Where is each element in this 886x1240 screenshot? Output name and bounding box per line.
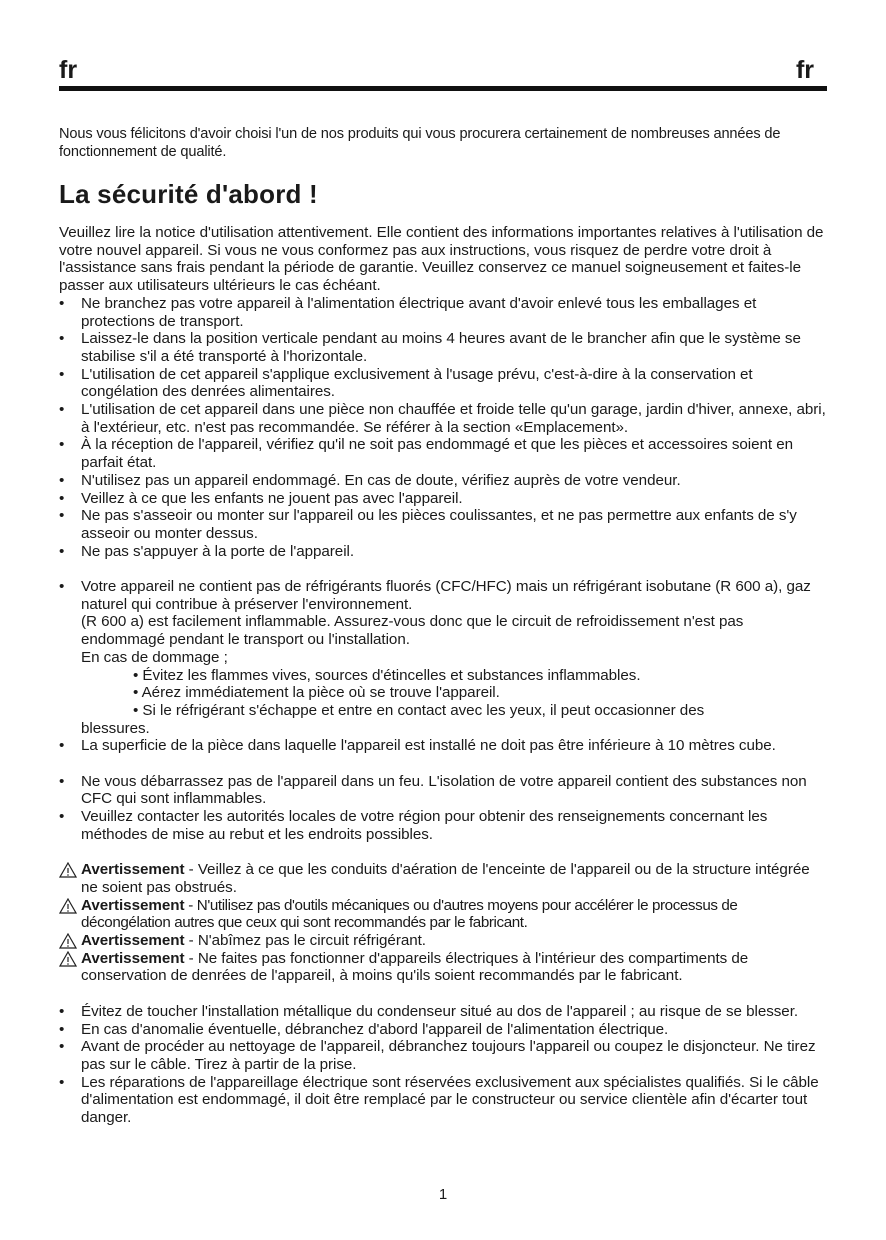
page-title: La sécurité d'abord ! bbox=[59, 179, 318, 209]
list-item: • Veillez à ce que les enfants ne jouent pas avec l'appareil. bbox=[59, 490, 827, 508]
list-item: • Ne pas s'appuyer à la porte de l'appareil. bbox=[59, 543, 827, 561]
list-item: • Laissez-le dans la position verticale pendant au moins 4 heures avant de le brancher afin que le système se stabilise s'il a été transporté à l'horizontale. bbox=[59, 330, 827, 365]
list-item: • Veuillez contacter les autorités locales de votre région pour obtenir des renseignements concernant les méthodes de mise au rebut et les endroits possibles. bbox=[59, 808, 827, 843]
room-size-item: • La superficie de la pièce dans laquelle l'appareil est installé ne doit pas être inférieure à 10 mètres cube. bbox=[59, 737, 827, 755]
spacer bbox=[59, 844, 827, 862]
list-item: • L'utilisation de cet appareil s'applique exclusivement à l'usage prévu, c'est-à-dire à la conservation et congélation des denrées alimentaires. bbox=[59, 366, 827, 401]
list-item: • Les réparations de l'appareillage électrique sont réservées exclusivement aux spécialistes qualifiés. Si le câble d'alimentation est endommagé, il doit être remplacé par le constructeur ou service clientèle afin d'écarter tout danger. bbox=[59, 1074, 827, 1127]
refrigerant-line-2: (R 600 a) est facilement inflammable. Assurez-vous donc que le circuit de refroidissement n'est pas endommagé pendant le transport ou l'installation. bbox=[81, 613, 744, 649]
list-item: • Évitez de toucher l'installation métallique du condenseur situé au dos de l'appareil ; au risque de se blesser. bbox=[59, 1003, 827, 1021]
warning-item bbox=[59, 897, 827, 932]
refrigerant-sub-3: • Si le réfrigérant s'échappe et entre en contact avec les yeux, il peut occasionner des bbox=[133, 701, 705, 719]
warning-label: Avertissement bbox=[81, 949, 185, 967]
warning-item bbox=[59, 950, 827, 985]
spacer bbox=[59, 560, 827, 578]
intro-paragraph: Veuillez lire la notice d'utilisation attentivement. Elle contient des informations importantes relatives à l'utilisation de votre nouvel appareil. Si vous ne vous conformez pas aux instructions, vous risquez de perdre votre droit à l'assistance sans frais pendant la période de garantie. Veuillez conservez ce manuel soigneusement et faites-le passer aux utilisateurs ultérieurs le cas échéant. bbox=[59, 224, 824, 295]
safety-list-1 bbox=[59, 295, 827, 561]
warning-text: - Veillez à ce que les conduits d'aération de l'enceinte de l'appareil ou de la structure intégrée ne soient pas obstrués. bbox=[81, 861, 810, 896]
refrigerant-item bbox=[59, 578, 827, 737]
refrigerant-list bbox=[59, 578, 827, 755]
list-item: • Ne pas s'asseoir ou monter sur l'appareil ou les pièces coulissantes, et ne pas permettre aux enfants de s'y asseoir ou monter dessus. bbox=[59, 507, 827, 542]
spacer bbox=[59, 755, 827, 773]
refrigerant-line-3: En cas de dommage ; bbox=[81, 648, 228, 666]
list-item: • Ne vous débarrassez pas de l'appareil dans un feu. L'isolation de votre appareil contient des substances non CFC qui sont inflammables. bbox=[59, 773, 827, 808]
list-item: • Ne branchez pas votre appareil à l'alimentation électrique avant d'avoir enlevé tous les emballages et protections de transport. bbox=[59, 295, 827, 330]
list-item: • N'utilisez pas un appareil endommagé. En cas de doute, vérifiez auprès de votre vendeur. bbox=[59, 472, 827, 490]
list-item: • À la réception de l'appareil, vérifiez qu'il ne soit pas endommagé et que les pièces et accessoires soient en parfait état. bbox=[59, 436, 827, 471]
warning-label: Avertissement bbox=[81, 861, 185, 879]
safety-content bbox=[59, 224, 827, 1127]
language-label-right: fr bbox=[795, 56, 814, 84]
refrigerant-sub-1: • Évitez les flammes vives, sources d'étincelles et substances inflammables. bbox=[133, 666, 641, 684]
refrigerant-sub-2: • Aérez immédiatement la pièce où se trouve l'appareil. bbox=[133, 684, 500, 702]
safety-list-2 bbox=[59, 773, 827, 844]
warning-label: Avertissement bbox=[81, 932, 185, 950]
warning-triangle-icon bbox=[59, 951, 77, 967]
list-item: • En cas d'anomalie éventuelle, débranchez d'abord l'appareil de l'alimentation électrique. bbox=[59, 1021, 827, 1039]
warnings bbox=[59, 861, 827, 985]
page-number: 1 bbox=[438, 1186, 448, 1203]
warning-triangle-icon bbox=[59, 862, 77, 878]
list-item: • Avant de procéder au nettoyage de l'appareil, débranchez toujours l'appareil ou coupez le disjoncteur. Ne tirez pas sur le câble. Tirez à partir de la prise. bbox=[59, 1038, 827, 1073]
warning-text: - N'utilisez pas d'outils mécaniques ou d'autres moyens pour accélérer le processus de décongélation autres que ceux qui sont recommandés par le fabricant. bbox=[81, 896, 738, 932]
language-label-left: fr bbox=[59, 56, 78, 84]
warning-triangle-icon bbox=[59, 898, 77, 914]
refrigerant-sub-3-cont: blessures. bbox=[81, 719, 150, 737]
warning-label: Avertissement bbox=[81, 896, 185, 914]
warning-text: - Ne faites pas fonctionner d'appareils électriques à l'intérieur des compartiments de conservation de denrées de l'appareil, à moins qu'ils soient recommandés par le fabricant. bbox=[81, 949, 749, 985]
warning-item bbox=[59, 932, 827, 950]
spacer bbox=[59, 985, 827, 1003]
header-rule bbox=[59, 86, 827, 91]
warning-text: - N'abîmez pas le circuit réfrigérant. bbox=[184, 932, 426, 950]
page-header bbox=[59, 56, 827, 86]
page bbox=[59, 56, 827, 1203]
warning-triangle-icon bbox=[59, 933, 77, 949]
intro-text: Nous vous félicitons d'avoir choisi l'un de nos produits qui vous procurera certainement de nombreuses années de fonctionnement de qualité. bbox=[59, 126, 781, 160]
warning-item bbox=[59, 861, 827, 896]
safety-list-3 bbox=[59, 1003, 827, 1127]
list-item: • L'utilisation de cet appareil dans une pièce non chauffée et froide telle qu'un garage, jardin d'hiver, annexe, abri, à l'extérieur, etc. n'est pas recommandée. Se référer à la section «Emplacement». bbox=[59, 401, 827, 436]
refrigerant-line-1: • Votre appareil ne contient pas de réfrigérants fluorés (CFC/HFC) mais un réfrigérant isobutane (R 600 a), gaz naturel qui contribue à préserver l'environnement. bbox=[81, 578, 811, 613]
